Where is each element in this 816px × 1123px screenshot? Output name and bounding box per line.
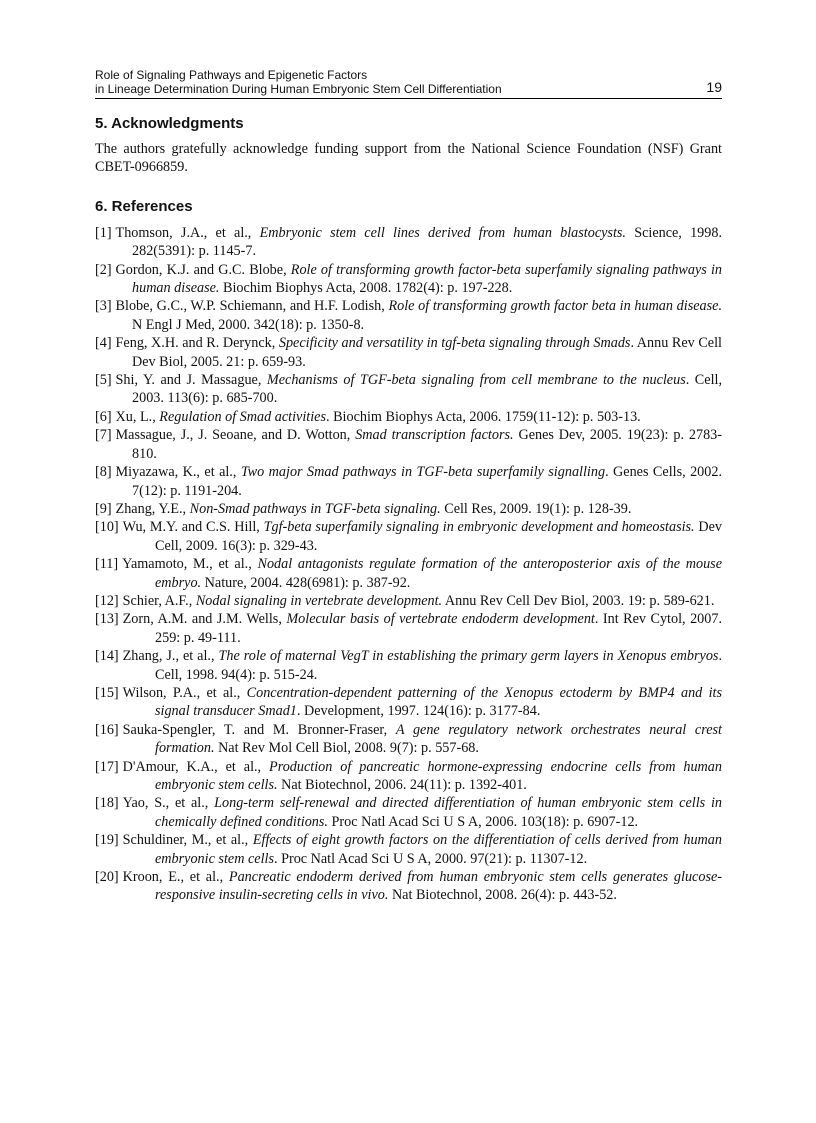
- reference-title: The role of maternal VegT in establishing the primary germ layers in Xenopus embryos: [218, 648, 719, 665]
- header-title-line-2: in Lineage Determination During Human Embryonic Stem Cell Differentiation: [95, 82, 502, 96]
- reference-title: Embryonic stem cell lines derived from human blastocysts.: [259, 224, 626, 241]
- reference-source: . Cell, 1998. 94(4): p. 515-24.: [155, 648, 722, 683]
- acknowledgments-section: [95, 114, 722, 177]
- reference-item: [95, 794, 722, 831]
- reference-number: [8]: [95, 464, 112, 481]
- reference-item: [95, 518, 722, 555]
- reference-number: [11]: [95, 556, 119, 573]
- reference-title: Molecular basis of vertebrate endoderm development: [286, 611, 595, 628]
- reference-number: [17]: [95, 758, 119, 775]
- reference-source: . Int Rev Cytol, 2007. 259: p. 49-111.: [155, 611, 722, 646]
- references-heading: 6. References: [95, 197, 193, 215]
- reference-source: Proc Natl Acad Sci U S A, 2006. 103(18): p. 6907-12.: [327, 813, 639, 830]
- reference-item: [95, 371, 722, 408]
- reference-source: Science, 1998. 282(5391): p. 1145-7.: [132, 224, 723, 260]
- reference-title: Tgf-beta superfamily signaling in embryonic development and homeostasis.: [263, 519, 695, 536]
- acknowledgments-heading: 5. Acknowledgments: [95, 115, 244, 132]
- reference-list: [95, 224, 722, 905]
- reference-number: [10]: [95, 519, 119, 536]
- reference-number: [6]: [95, 408, 112, 425]
- reference-item: [95, 408, 722, 426]
- reference-source: Dev Cell, 2009. 16(3): p. 329-43.: [155, 519, 723, 554]
- reference-number: [19]: [95, 832, 119, 849]
- reference-title: Pancreatic endoderm derived from human embryonic stem cells generates glucose-responsive insulin-secreting cells in vivo.: [155, 869, 722, 904]
- reference-item: [95, 684, 722, 721]
- reference-source: . Biochim Biophys Acta, 2006. 1759(11-12): p. 503-13.: [325, 408, 641, 425]
- reference-number: [12]: [95, 592, 119, 609]
- reference-title: Role of transforming growth factor beta in human disease.: [388, 298, 722, 315]
- reference-title: Nodal signaling in vertebrate development.: [195, 592, 443, 609]
- reference-number: [13]: [95, 611, 119, 628]
- reference-source: . Development, 1997. 124(16): p. 3177-84.: [296, 703, 541, 720]
- reference-authors: D'Amour, K.A., et al.,: [122, 758, 270, 775]
- reference-source: . Proc Natl Acad Sci U S A, 2000. 97(21): p. 11307-12.: [273, 850, 588, 867]
- reference-number: [15]: [95, 684, 119, 701]
- reference-authors: Yamamoto, M., et al.,: [122, 556, 258, 573]
- reference-source: Nat Rev Mol Cell Biol, 2008. 9(7): p. 557-68.: [214, 740, 479, 757]
- reference-title: Effects of eight growth factors on the differentiation of cells derived from human embryonic stem cells: [155, 832, 722, 867]
- reference-number: [5]: [95, 372, 112, 389]
- reference-item: [95, 224, 722, 261]
- reference-authors: Wilson, P.A., et al.,: [122, 684, 247, 701]
- reference-authors: Thomson, J.A., et al.,: [115, 224, 260, 241]
- reference-title: A gene regulatory network orchestrates neural crest formation.: [155, 721, 722, 757]
- reference-number: [3]: [95, 298, 112, 315]
- reference-source: . Cell, 2003. 113(6): p. 685-700.: [132, 372, 722, 407]
- reference-item: [95, 831, 722, 868]
- reference-item: [95, 610, 722, 647]
- reference-item: [95, 647, 722, 684]
- reference-title: Nodal antagonists regulate formation of the anteroposterior axis of the mouse embryo.: [155, 556, 723, 591]
- reference-authors: Sauka-Spengler, T. and M. Bronner-Fraser,: [122, 721, 396, 738]
- reference-number: [14]: [95, 648, 119, 665]
- reference-source: Nature, 2004. 428(6981): p. 387-92.: [201, 574, 411, 591]
- reference-number: [16]: [95, 721, 119, 738]
- reference-authors: Wu, M.Y. and C.S. Hill,: [122, 519, 264, 536]
- reference-title: Two major Smad pathways in TGF-beta superfamily signalling: [240, 464, 606, 481]
- page-content: [95, 114, 722, 905]
- reference-authors: Schuldiner, M., et al.,: [122, 832, 253, 849]
- running-header: [95, 68, 722, 99]
- reference-number: [7]: [95, 427, 112, 444]
- reference-authors: Miyazawa, K., et al.,: [115, 464, 241, 481]
- reference-authors: Zhang, J., et al.,: [122, 648, 219, 665]
- page-number: 19: [706, 79, 722, 95]
- reference-item: [95, 555, 722, 592]
- reference-title: Long-term self-renewal and directed differentiation of human embryonic stem cells in chemically defined conditions.: [155, 795, 722, 830]
- reference-authors: Kroon, E., et al.,: [122, 869, 229, 886]
- reference-authors: Shi, Y. and J. Massague,: [115, 372, 267, 389]
- reference-title: Regulation of Smad activities: [159, 408, 326, 425]
- reference-title: Mechanisms of TGF-beta signaling from cell membrane to the nucleus: [266, 372, 686, 389]
- reference-item: [95, 592, 722, 610]
- header-title-line-1: Role of Signaling Pathways and Epigenetic Factors: [95, 68, 368, 82]
- reference-authors: Yao, S., et al.,: [122, 795, 215, 812]
- reference-title: Role of transforming growth factor-beta superfamily signaling pathways in human disease.: [132, 261, 722, 297]
- reference-authors: Zorn, A.M. and J.M. Wells,: [122, 611, 287, 628]
- reference-title: Production of pancreatic hormone-expressing endocrine cells from human embryonic stem cells.: [155, 758, 722, 793]
- reference-item: [95, 261, 722, 298]
- reference-source: Nat Biotechnol, 2008. 26(4): p. 443-52.: [388, 887, 617, 904]
- reference-number: [9]: [95, 500, 112, 517]
- reference-item: [95, 463, 722, 500]
- reference-item: [95, 297, 722, 334]
- reference-number: [18]: [95, 795, 119, 812]
- reference-authors: Feng, X.H. and R. Derynck,: [115, 335, 279, 352]
- reference-authors: Gordon, K.J. and G.C. Blobe,: [115, 261, 291, 278]
- reference-authors: Blobe, G.C., W.P. Schiemann, and H.F. Lodish,: [115, 298, 389, 315]
- reference-item: [95, 500, 722, 518]
- reference-item: [95, 868, 722, 905]
- reference-source: Biochim Biophys Acta, 2008. 1782(4): p. 197-228.: [219, 280, 513, 297]
- reference-item: [95, 721, 722, 758]
- reference-number: [2]: [95, 261, 112, 278]
- reference-title: Non-Smad pathways in TGF-beta signaling.: [189, 500, 441, 517]
- reference-number: [20]: [95, 869, 119, 886]
- reference-title: Smad transcription factors.: [355, 427, 514, 444]
- reference-title: Concentration-dependent patterning of the Xenopus ectoderm by BMP4 and its signal transducer Smad1: [155, 684, 722, 720]
- reference-source: . Annu Rev Cell Dev Biol, 2005. 21: p. 659-93.: [132, 335, 722, 370]
- acknowledgments-text: The authors gratefully acknowledge funding support from the National Science Foundation (NSF) Grant CBET-0966859.: [95, 141, 722, 176]
- reference-authors: Zhang, Y.E.,: [115, 500, 190, 517]
- reference-source: Genes Dev, 2005. 19(23): p. 2783-810.: [132, 427, 723, 462]
- reference-title: Specificity and versatility in tgf-beta signaling through Smads: [278, 335, 631, 352]
- reference-item: [95, 334, 722, 371]
- reference-authors: Schier, A.F.,: [122, 592, 196, 609]
- reference-item: [95, 426, 722, 463]
- reference-authors: Massague, J., J. Seoane, and D. Wotton,: [115, 427, 356, 444]
- references-section: [95, 197, 722, 905]
- reference-source: Cell Res, 2009. 19(1): p. 128-39.: [440, 500, 632, 517]
- reference-source: N Engl J Med, 2000. 342(18): p. 1350-8.: [132, 316, 365, 333]
- reference-authors: Xu, L.,: [115, 408, 160, 425]
- reference-item: [95, 758, 722, 795]
- reference-source: Annu Rev Cell Dev Biol, 2003. 19: p. 589-621.: [442, 592, 715, 609]
- reference-number: [4]: [95, 335, 112, 352]
- reference-source: Nat Biotechnol, 2006. 24(11): p. 1392-401.: [277, 777, 527, 793]
- reference-number: [1]: [95, 224, 112, 241]
- reference-source: . Genes Cells, 2002. 7(12): p. 1191-204.: [132, 464, 723, 499]
